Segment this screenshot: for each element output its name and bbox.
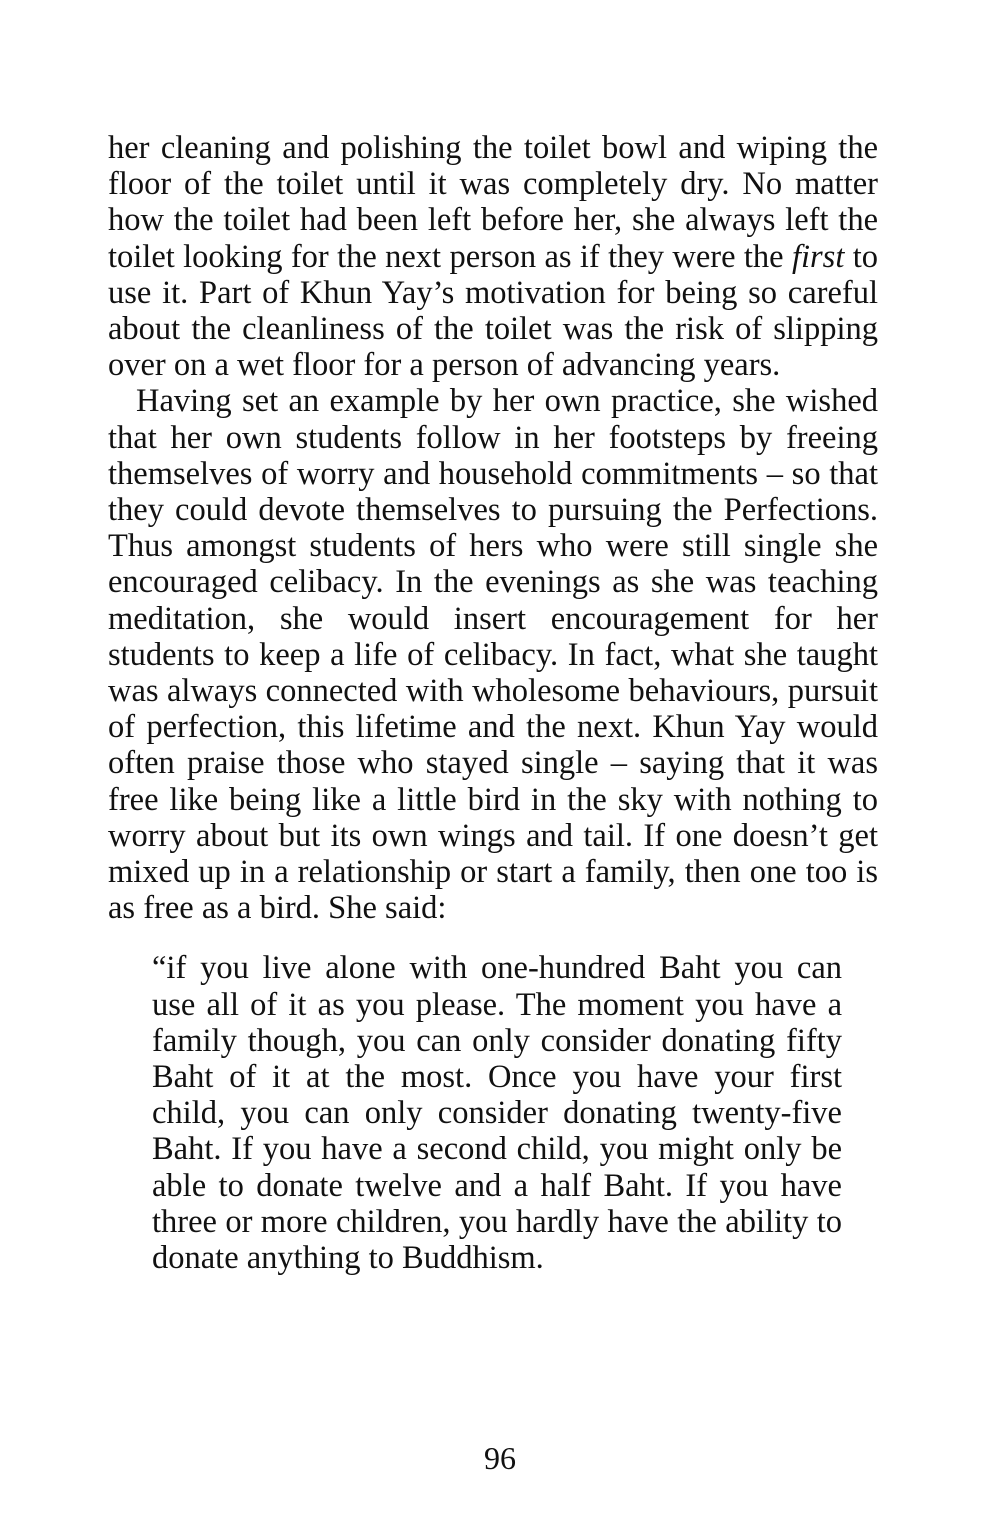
paragraph-1-text-after: to use it. Part of Khun Yay’s motivation for being so careful about the cleanliness of the toilet was the risk of slipping over on a wet floor for a person of advancing years.	[108, 238, 878, 384]
block-quote: “if you live alone with one-hundred Baht you can use all of it as you please. The moment you have a family though, you can only consider donating fifty Baht of it at the most. Once you have your first child, you can only consider donating twenty-five Baht. If you have a second child, you might only be able to donate twelve and a half Baht. If you have three or more children, you hardly have the ability to donate anything to Buddhism.	[152, 950, 842, 1277]
page-number: 96	[484, 1440, 516, 1476]
emphasis-first: first	[791, 238, 845, 275]
paragraph-2: Having set an example by her own practice, she wished that her own students follow in her footsteps by freeing themselves of worry and household commitments – so that they could devote themselves to pursuing the Perfections. Thus amongst students of hers who were still single she encouraged celibacy. In the evenings as she was teaching meditation, she would insert encouragement for her students to keep a life of celibacy. In fact, what she taught was always connected with wholesome behaviours, pursuit of perfection, this lifetime and the next. Khun Yay would often praise those who stayed single – saying that it was free like being like a little bird in the sky with nothing to worry about but its own wings and tail. If one doesn’t get mixed up in a relationship or start a family, then one too is as free as a bird. She said:	[108, 383, 878, 927]
body-text	[108, 130, 878, 1276]
paragraph-1	[108, 130, 878, 383]
paragraph-1-text-before: her cleaning and polishing the toilet bowl and wiping the floor of the toilet until it was completely dry. No matter how the toilet had been left before her, she always left the toilet looking for the next person as if they were the	[108, 130, 878, 275]
